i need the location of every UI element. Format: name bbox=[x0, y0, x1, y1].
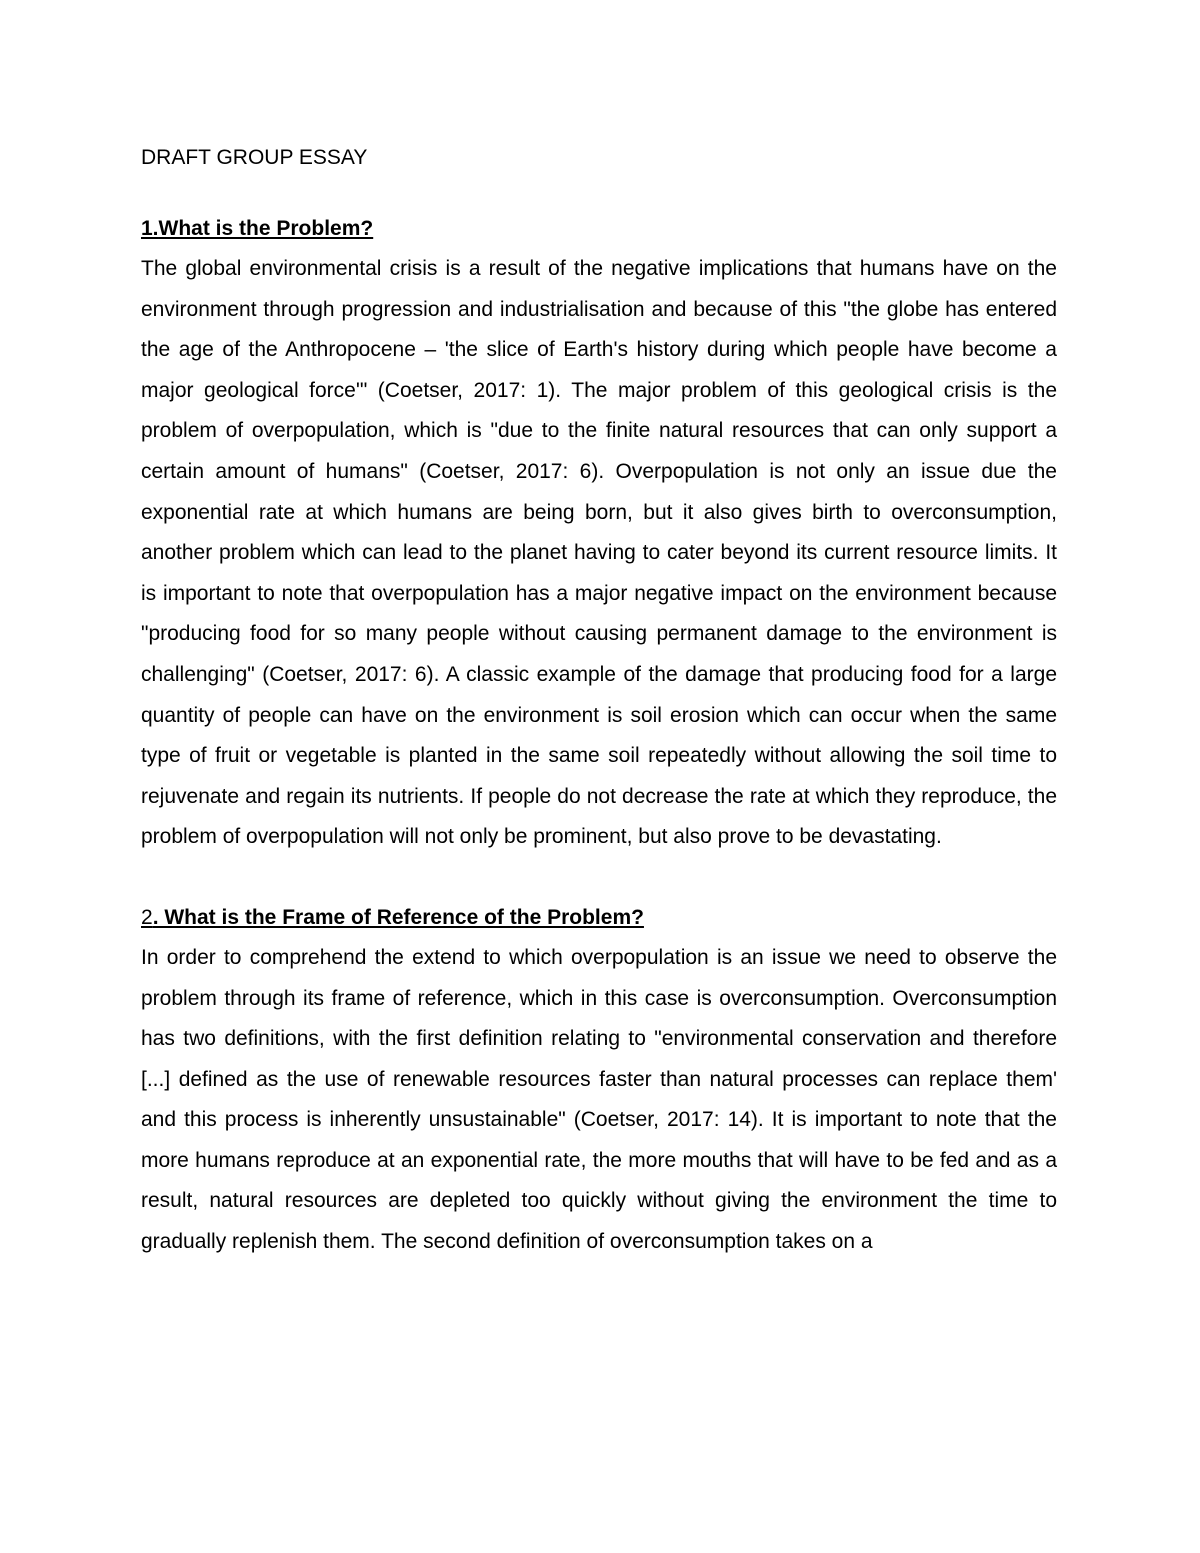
section-heading-text: . What is the Frame of Reference of the Problem? bbox=[152, 905, 644, 929]
section-frame-of-reference bbox=[141, 898, 1057, 1263]
section-body: The global environmental crisis is a result of the negative implications that humans have on the environment through progression and industrialisation and because of this "the globe has entered the age of the Anthropocene – 'the slice of Earth's history during which people have become a major geological force'" (Coetser, 2017: 1). The major problem of this geological crisis is the problem of overpopulation, which is "due to the finite natural resources that can only support a certain amount of humans" (Coetser, 2017: 6). Overpopulation is not only an issue due the exponential rate at which humans are being born, but it also gives birth to overconsumption, another problem which can lead to the planet having to cater beyond its current resource limits. It is important to note that overpopulation has a major negative impact on the environment because "producing food for so many people without causing permanent damage to the environment is challenging" (Coetser, 2017: 6). A classic example of the damage that producing food for a large quantity of people can have on the environment is soil erosion which can occur when the same type of fruit or vegetable is planted in the same soil repeatedly without allowing the soil time to rejuvenate and regain its nutrients. If people do not decrease the rate at which they reproduce, the problem of overpopulation will not only be prominent, but also prove to be devastating. bbox=[141, 257, 1057, 849]
section-body: In order to comprehend the extend to which overpopulation is an issue we need to observe the problem through its frame of reference, which in this case is overconsumption. Overconsumption has two definitions, with the first definition relating to "environmental conservation and therefore [...] defined as the use of renewable resources faster than natural processes can replace them' and this process is inherently unsustainable" (Coetser, 2017: 14). It is important to note that the more humans reproduce at an exponential rate, the more mouths that will have to be fed and as a result, natural resources are depleted too quickly without giving the environment the time to gradually replenish them. The second definition of overconsumption takes on a bbox=[141, 945, 1057, 1254]
section-heading-number: 1. bbox=[141, 217, 159, 240]
section-heading-number: 2 bbox=[141, 905, 153, 929]
section-problem bbox=[141, 209, 1057, 858]
section-heading bbox=[141, 209, 1057, 249]
document-page bbox=[141, 138, 1057, 1263]
document-title: DRAFT GROUP ESSAY bbox=[141, 146, 368, 169]
section-heading bbox=[141, 898, 1057, 938]
section-heading-text: What is the Problem? bbox=[158, 217, 374, 240]
